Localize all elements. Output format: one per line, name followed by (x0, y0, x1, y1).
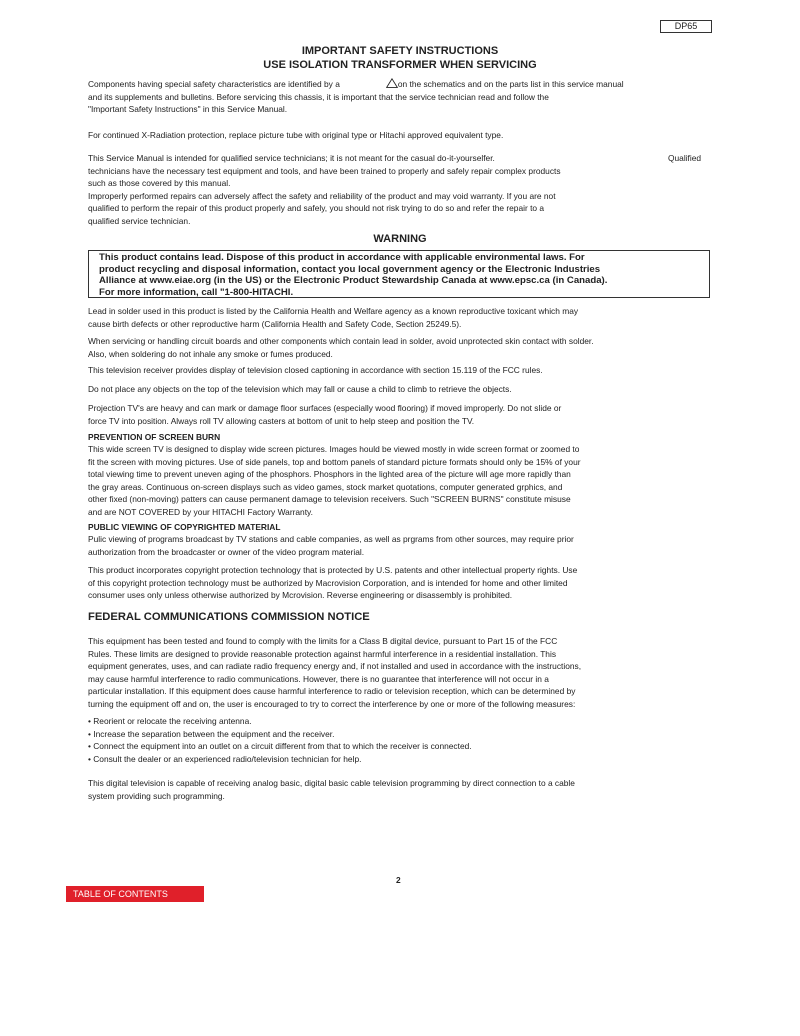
page-title: IMPORTANT SAFETY INSTRUCTIONS (301, 45, 499, 57)
model-label: DP65 (660, 20, 712, 33)
intro-line: and its supplements and bulletins. Before servicing this chassis, it is important that the service technician read and follow the (88, 91, 549, 102)
intro-paragraph (88, 78, 624, 116)
burn-line: This wide screen TV is designed to display wide screen pictures. Images hould be viewed mostly in wide screen format or zoomed to (88, 444, 580, 454)
projection-line: Projection TV's are heavy and can mark or damage floor surfaces (especially wood flooring) if moved improperly. Do not slide or (88, 403, 562, 413)
screen-burn-paragraph (88, 443, 581, 519)
public-viewing-heading: PUBLIC VIEWING OF COPYRIGHTED MATERIAL (88, 522, 281, 532)
page-subtitle: USE ISOLATION TRANSFORMER WHEN SERVICING (263, 59, 537, 71)
burn-line: the gray areas. Continuous on-screen displays such as video games, stock market quotations, computer generated grphics, and (88, 481, 563, 492)
digital-line: This digital television is capable of receiving analog basic, digital basic cable television programming by direct connection to a cable (88, 778, 575, 788)
solder-line: Also, when soldering do not inhale any smoke or fumes produced. (88, 348, 333, 359)
service-line: such as those covered by this manual. (88, 178, 231, 189)
projection-line: force TV into position. Always roll TV allowing casters at bottom of unit to help steep and position the TV. (88, 415, 475, 426)
warning-line: This product contains lead. Dispose of this product in accordance with applicable environmental laws. For (99, 252, 585, 263)
service-line: This Service Manual is intended for qualified service technicians; it is not meant for the casual do-it-yourselfer. (88, 153, 495, 163)
fcc-paragraph (88, 635, 581, 711)
projection-paragraph (88, 402, 561, 427)
solder-paragraph (88, 335, 594, 360)
service-line: Improperly performed repairs can adversely affect the safety and reliability of the product and may void warranty. If you are not (88, 190, 556, 201)
burn-line: and are NOT COVERED by your HITACHI Factory Warranty. (88, 506, 313, 517)
fcc-line: particular installation. If this equipment does cause harmful interference to radio or television reception, which can be determined by (88, 686, 576, 697)
objects-note: Do not place any objects on the top of the television which may fall or cause a child to climb to retrieve the objects. (88, 384, 512, 394)
screen-burn-heading: PREVENTION OF SCREEN BURN (88, 432, 221, 442)
solder-line: When servicing or handling circuit boards and other components which contain lead in solder, avoid unprotected skin contact with solder. (88, 336, 594, 346)
lead-line: cause birth defects or other reproductive harm (California Health and Safety Code, Section 25249.5). (88, 318, 462, 329)
service-line: technicians have the necessary test equipment and tools, and have been trained to properly and safely repair complex products (88, 165, 561, 176)
public-viewing-paragraph (88, 533, 574, 558)
burn-line: other fixed (non-moving) patters can cause permanent damage to television receivers. Such "SCREEN BURNS" constitute misuse (88, 494, 571, 505)
service-paragraph (88, 152, 561, 228)
warning-heading: WARNING (373, 233, 427, 245)
copyright-line: This product incorporates copyright protection technology that is protected by U.S. patents and other intellectual property rights. Use (88, 565, 578, 575)
warning-line: Alliance at www.eiae.org (in the US) or the Electronic Product Stewardship Canada at www.epsc.ca (in Canada). (99, 275, 608, 286)
list-item: • Increase the separation between the equipment and the receiver. (88, 728, 335, 739)
intro-line: Components having special safety characteristics are identified by a (88, 79, 340, 89)
warning-box (88, 250, 710, 298)
intro-line: "Important Safety Instructions" in this Service Manual. (88, 104, 288, 115)
burn-line: fit the screen with moving pictures. Use of side panels, top and bottom panels of standard picture formats should only be 15% of your (88, 456, 581, 467)
public-line: authorization from the broadcaster or owner of the video program material. (88, 546, 365, 557)
fcc-line: may cause harmful interference to radio communications. However, there is no guarantee that interference will not occur in a (88, 673, 549, 684)
list-item: • Reorient or relocate the receiving antenna. (88, 716, 252, 726)
warning-text (99, 252, 607, 298)
fcc-heading: FEDERAL COMMUNICATIONS COMMISSION NOTICE (88, 611, 370, 623)
warning-line: product recycling and disposal information, contact you local government agency or the Electronic Industries (99, 263, 601, 275)
copyright-paragraph (88, 564, 577, 602)
list-item: • Consult the dealer or an experienced radio/television technician for help. (88, 753, 362, 764)
lead-paragraph (88, 305, 578, 330)
lead-line: Lead in solder used in this product is listed by the California Health and Welfare agency as a known reproductive toxicant which may (88, 306, 579, 316)
fcc-line: This equipment has been tested and found to comply with the limits for a Class B digital device, pursuant to Part 15 of the FCC (88, 636, 558, 646)
fcc-line: Rules. These limits are designed to provide reasonable protection against harmful interference in a residential installation. This (88, 648, 557, 659)
digital-line: system providing such programming. (88, 790, 225, 801)
page-number: 2 (396, 875, 401, 885)
service-line: qualified service technician. (88, 215, 191, 226)
warning-line: For more information, call "1-800-HITACHI. (99, 286, 294, 298)
xray-note: For continued X-Radiation protection, replace picture tube with original type or Hitachi approved equivalent type. (88, 130, 504, 140)
captioning-note: This television receiver provides display of television closed captioning in accordance with section 15.119 of the FCC rules. (88, 365, 543, 375)
burn-line: total viewing time to prevent uneven aging of the phosphors. Phosphors in the lighted area of the picture will age more rapidly than (88, 469, 571, 480)
copyright-line: consumer uses only unless otherwise authorized by Mcrovision. Reverse engineering or disassembly is prohibited. (88, 590, 513, 601)
fcc-measures-list (88, 715, 472, 765)
intro-line: on the schematics and on the parts list in this service manual (397, 79, 624, 89)
table-of-contents-link[interactable]: TABLE OF CONTENTS (66, 886, 204, 902)
service-line: qualified to perform the repair of this product properly and safely, you should not risk trying to do so and refer the repair to a (88, 203, 545, 214)
digital-tv-paragraph (88, 777, 575, 802)
list-item: • Connect the equipment into an outlet on a circuit different from that to which the receiver is connected. (88, 741, 472, 752)
public-line: Pulic viewing of programs broadcast by TV stations and cable companies, as well as prgrams from other sources, may require prior (88, 534, 574, 544)
fcc-line: turning the equipment off and on, the user is encouraged to try to correct the interference by one or more of the following measures: (88, 698, 576, 709)
qualified-word: Qualified (668, 153, 702, 163)
warning-triangle-icon (386, 78, 398, 88)
fcc-line: equipment generates, uses, and can radiate radio frequency energy and, if not installed and used in accordance with the instructions, (88, 661, 582, 672)
copyright-line: of this copyright protection technology must be authorized by Macrovision Corporation, and is intended for home and other limited (88, 577, 568, 588)
